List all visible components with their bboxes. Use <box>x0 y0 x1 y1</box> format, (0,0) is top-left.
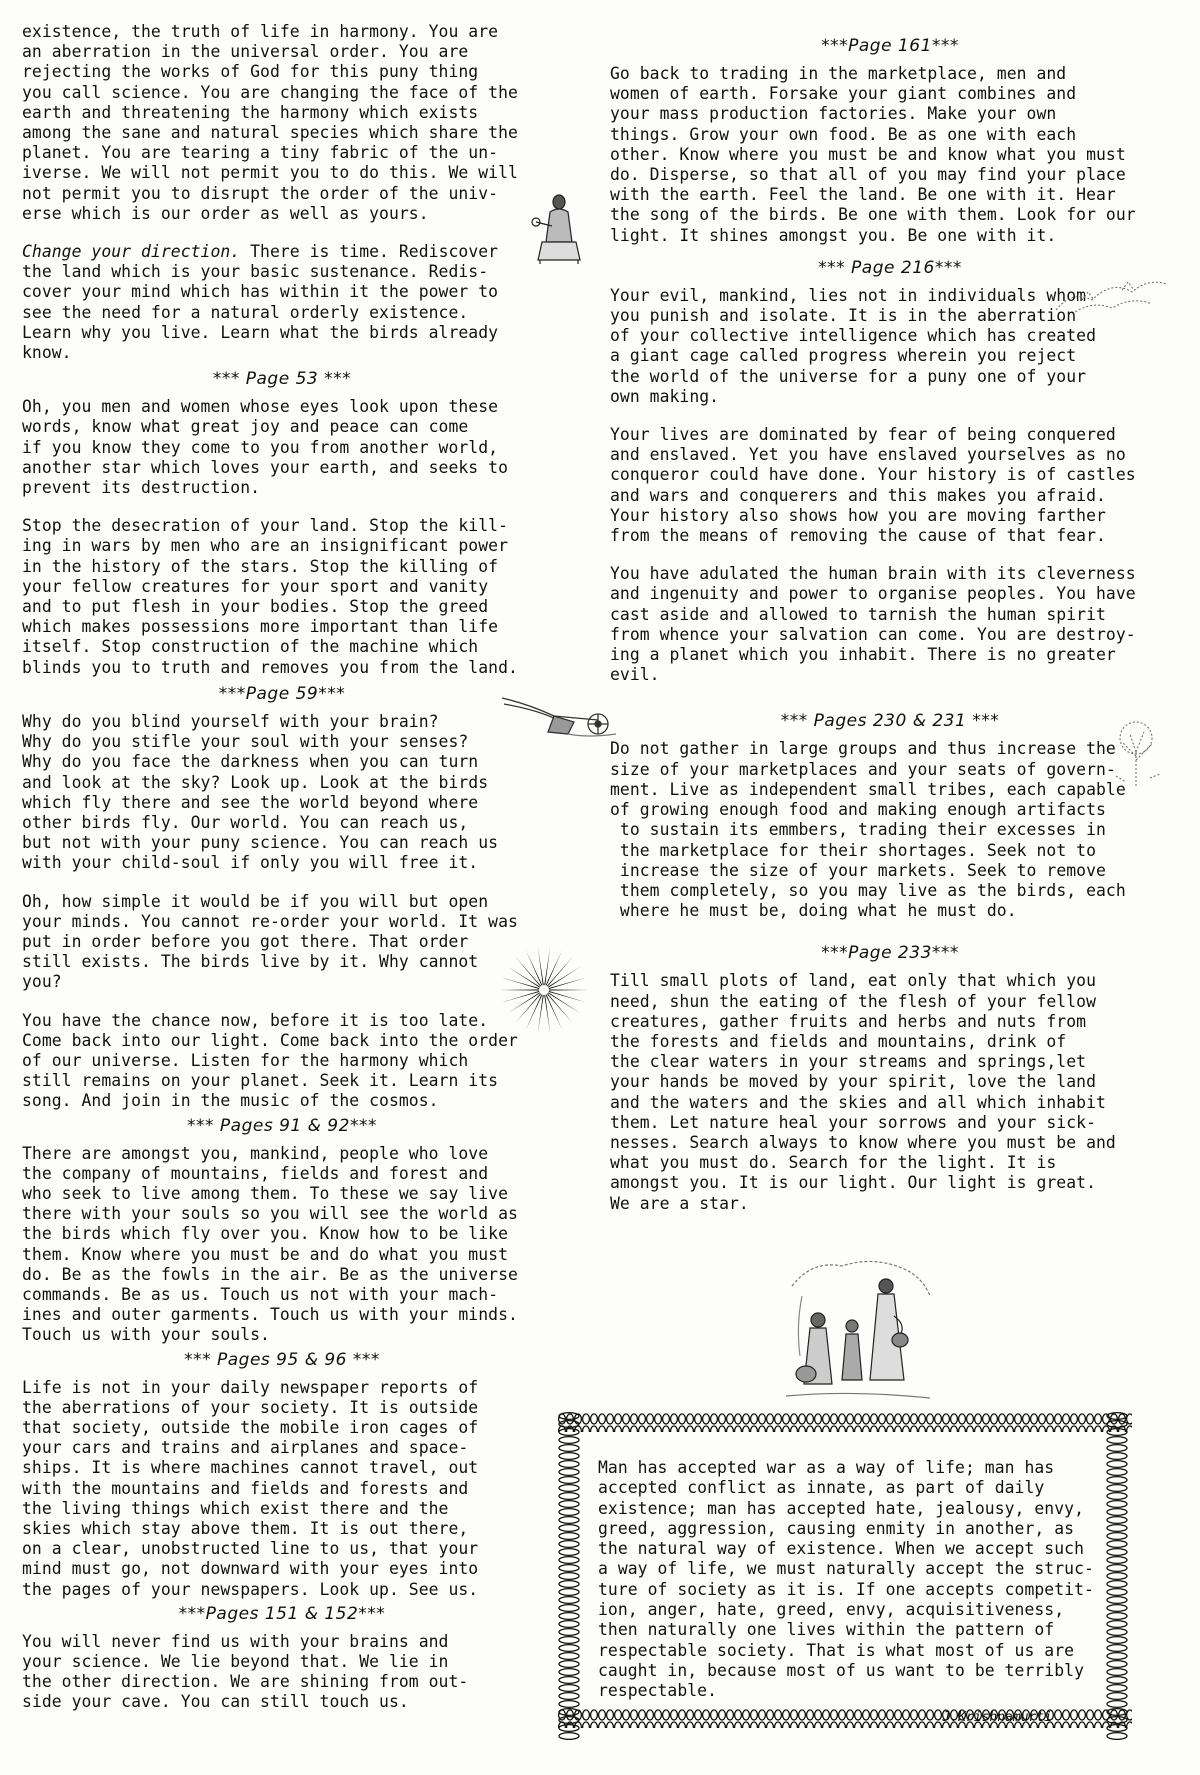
paragraph: Why do you blind yourself with your brain? Why do you stifle your soul with your senses? Why do you face the darkness when you can turn and look at the sky? Look up. Look at the birds which fly there and see the world beyond where other birds fly. Our world. You can reach us, but not with your puny science. You can reach us with your child-soul if only you will free it. <box>22 711 499 873</box>
page-heading: ***Pages 151 & 152*** <box>178 1603 386 1624</box>
paragraph: Till small plots of land, eat only that which you need, shun the eating of the flesh of your fellow creatures, gather fruits and herbs and nuts from the forests and fields and mountains, drink of the clear waters in your streams and springs,let your hands be moved by your spirit, love the land and the waters and the skies and all which inhabit them. Let nature heal your sorrows and your sick- nesses. Search always to know where you must be and what you must do. Search for the light. It is amongst you. It is our light. Our light is great. We are a star. <box>610 971 1116 1213</box>
woman-spinning-wheel-icon <box>528 192 590 264</box>
paragraph-body: There is time. Rediscover the land which is your basic sustenance. Redis- cover your mind which has within it the power to see the need for a natural orderly existence. Learn why you live. Learn what the birds already know. <box>22 242 499 363</box>
paragraph: You have adulated the human brain with its cleverness and ingenuity and power to organise peoples. You have cast aside and allowed to tarnish the human spirit from whence your salvation can come. You are destroy- ing a planet which you inhabit. There is no greater evil. <box>610 564 1136 685</box>
page-heading: ***Page 233*** <box>821 943 959 964</box>
children-gathering-icon <box>782 1256 934 1406</box>
paragraph: Stop the desecration of your land. Stop the kill- ing in wars by men who are an insignificant power in the history of the stars. Stop the killing of your fellow creatures for your sport and vanity and to put flesh in your bodies. Stop the greed which makes possessions more important than life itself. Stop construction of the machine which blinds you to truth and removes you from the land. <box>22 516 518 677</box>
paragraph: There are amongst you, mankind, people who love the company of mountains, fields and forest and who seek to live among them. To these we say live there with your souls so you will see the world as the birds which fly over you. Know how to be like them. Know where you must be and do what you must do. Be as the fowls in the air. Be as the universe commands. Be as us. Touch us not with your mach- ines and outer garments. Touch us with your minds. Touch us with your souls. <box>22 1143 518 1345</box>
paragraph: Go back to trading in the marketplace, men and women of earth. Forsake your giant combines and your mass production factories. Make your own things. Grow your own food. Be as one with each other. Know where you must be and know what you must do. Disperse, so that all of you may find your place with the earth. Feel the land. Be one with it. Hear the song of the birds. Be one with them. Look for our light. It shines amongst you. Be one with it. <box>610 64 1136 245</box>
page-heading: *** Pages 230 & 231 *** <box>780 711 1000 732</box>
page-heading: *** Pages 95 & 96 *** <box>184 1349 380 1370</box>
paragraph: You have the chance now, before it is too late. Come back into our light. Come back into the order of our universe. Listen for the harmony which still remains on your planet. Seek it. Learn its song. And join in the music of the cosmos. <box>22 1010 518 1111</box>
paragraph: Oh, you men and women whose eyes look upon these words, know what great joy and peace can come if you know they come to you from another world, another star which loves your earth, and seeks to prevent its destruction. <box>22 397 508 498</box>
sunburst-icon <box>498 944 590 1036</box>
quote-text: Man has accepted war as a way of life; man has accepted conflict as innate, as part of daily existence; man has accepted hate, jealousy, envy, greed, aggression, causing enmity in another, as the natural way of existence. When we accept such a way of life, we must naturally accept the struc- ture of society as it is. If one accepts competit- ion, anger, hate, greed, envy, acquisitiveness, then naturally one lives within the pattern of respectable society. That is what most of us are caught in, because most of us want to be terribly respectable. <box>598 1458 1094 1701</box>
paragraph: Your lives are dominated by fear of being conquered and enslaved. Yet you have enslaved yourselves as no conqueror could have done. Your history is of castles and wars and conquerers and this makes you afraid. Your history also shows how you are moving farther from the means of removing the cause of that fear. <box>610 425 1136 546</box>
tree-icon <box>1106 716 1168 788</box>
decorative-border-top <box>556 1412 1132 1432</box>
paragraph: Oh, how simple it would be if you will but open your minds. You cannot re-order your world. It was put in order before you got there. That order still exists. The birds live by it. Why cannot you? <box>22 891 518 992</box>
right-column <box>610 36 1170 1214</box>
paragraph: Life is not in your daily newspaper reports of the aberrations of your society. It is outside that society, outside the mobile iron cages of your cars and trains and airplanes and space- ships. It is where machines cannot travel, out with the mountains and fields and forests and the living things which exist there and the skies which stay above them. It is out there, on a clear, unobstructed line to us, that your mind must go, not downward with your eyes into the pages of your newspapers. Look up. See us. <box>22 1377 479 1599</box>
paragraph: existence, the truth of life in harmony. You are an aberration in the universal order. You are rejecting the works of God for this puny thing you call science. You are changing the face of the earth and threatening the harmony which exists among the sane and natural species which share the planet. You are tearing a tiny fabric of the un- iverse. We will not permit you to do this. We will not permit you to disrupt the order of the univ- erse which is our order as well as yours. <box>22 22 518 223</box>
quote-box <box>556 1410 1132 1740</box>
page-heading: ***Page 161*** <box>821 36 959 56</box>
left-column <box>22 22 542 1713</box>
bird-icon <box>1052 270 1170 322</box>
quote-text-block <box>598 1458 1098 1702</box>
paragraph <box>22 242 542 363</box>
paragraph: You will never find us with your brains and your science. We lie beyond that. We lie in the other direction. We are shining from out- side your cave. You can still touch us. <box>22 1631 469 1712</box>
page-heading: ***Page 59*** <box>218 683 346 704</box>
quote-attribution: J.Krishnamurti <box>942 1710 1052 1725</box>
page-heading: *** Page 216*** <box>818 257 962 278</box>
emphasis-text: Change your direction. <box>22 242 241 262</box>
page-heading: *** Pages 91 & 92*** <box>187 1115 377 1136</box>
page-heading: *** Page 53 *** <box>212 369 352 390</box>
plough-icon <box>498 690 620 740</box>
decorative-border-left <box>556 1410 582 1740</box>
decorative-border-right <box>1104 1410 1130 1740</box>
paragraph: Do not gather in large groups and thus increase the size of your marketplaces and your seats of govern- ment. Live as independent small tribes, each capable of growing enough food and making enough artifacts to sustain its emmbers, trading their excesses in the marketplace for their shortages. Seek not to increase the size of your markets. Seek to remove them completely, so you may live as the birds, each where he must be, doing what he must do. <box>610 739 1126 921</box>
paragraph: Your evil, mankind, lies not in individuals whom you punish and isolate. It is in the aberration of your collective intelligence which has created a giant cage called progress wherein you reject the world of the universe for a puny one of your own making. <box>610 285 1096 406</box>
